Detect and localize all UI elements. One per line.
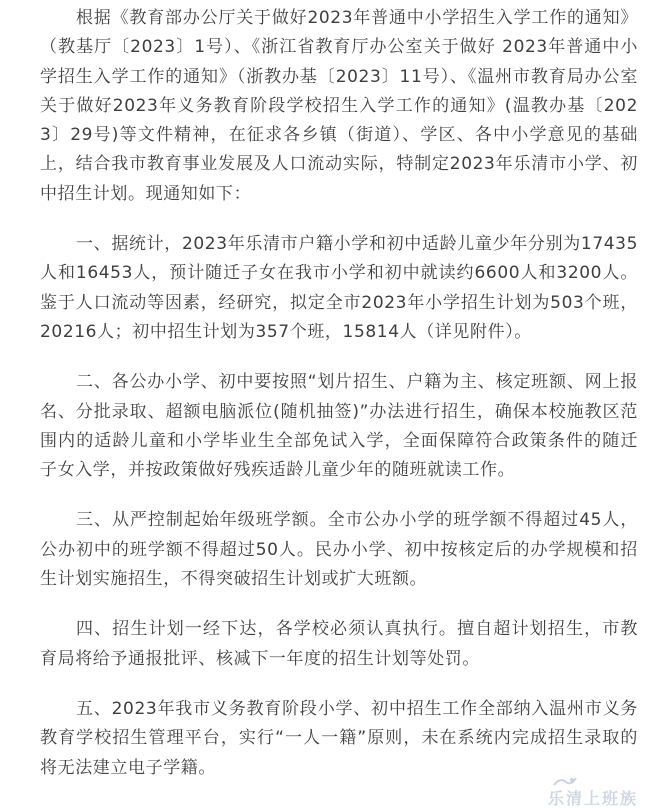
watermark-text: 乐清上班族	[548, 789, 639, 808]
paragraph-item-4: 四、招生计划一经下达，各学校必须认真执行。擅自超计划招生，市教育局将给予通报批评、核减下一年度的招生计划等处罚。	[40, 619, 638, 669]
paragraph-item-5: 五、2023年我市义务教育阶段小学、初中招生工作全部纳入温州市义务教育学校招生管理平台，实行“一人一籍”原则，未在系统内完成招生录取的将无法建立电子学籍。	[40, 698, 638, 778]
paragraph-item-1: 一、据统计，2023年乐清市户籍小学和初中适龄儿童少年分别为17435人和16453人，预计随迁子女在我市小学和初中就读约6600人和3200人。鉴于人口流动等因素，经研究，拟定全市2023年小学招生计划为503个班，20216人；初中招生计划为357个班，15814人（详见附件）。	[40, 234, 638, 342]
paragraph-item-3: 三、从严控制起始年级班学额。全市公办小学的班学额不得超过45人，公办初中的班学额不得超过50人。民办小学、初中按核定后的办学规模和招生计划实施招生，不得突破招生计划或扩大班额。	[40, 510, 638, 590]
document-body	[40, 4, 638, 783]
paragraph-item-2: 二、各公办小学、初中要按照“划片招生、户籍为主、核定班额、网上报名、分批录取、超额电脑派位(随机抽签)”办法进行招生，确保本校施教区范围内的适龄儿童和小学毕业生全部免试入学，全面保障符合政策条件的随迁子女入学，并按政策做好残疾适龄儿童少年的随班就读工作。	[40, 372, 638, 481]
paragraph-intro: 根据《教育部办公厅关于做好2023年普通中小学招生入学工作的通知》（教基厅〔2023〕1号）、《浙江省教育厅办公室关于做好 2023年普通中小学招生入学工作的通知》（浙教办基〔2023〕11号）、《温州市教育局办公室关于做好2023年义务教育阶段学校招生入学工作的通知》(温教办基〔2023〕29号)等文件精神，在征求各乡镇（街道）、学区、各中小学意见的基础上，结合我市教育事业发展及人口流动实际，特制定2023年乐清市小学、初中招生计划。现通知如下：	[40, 8, 638, 204]
